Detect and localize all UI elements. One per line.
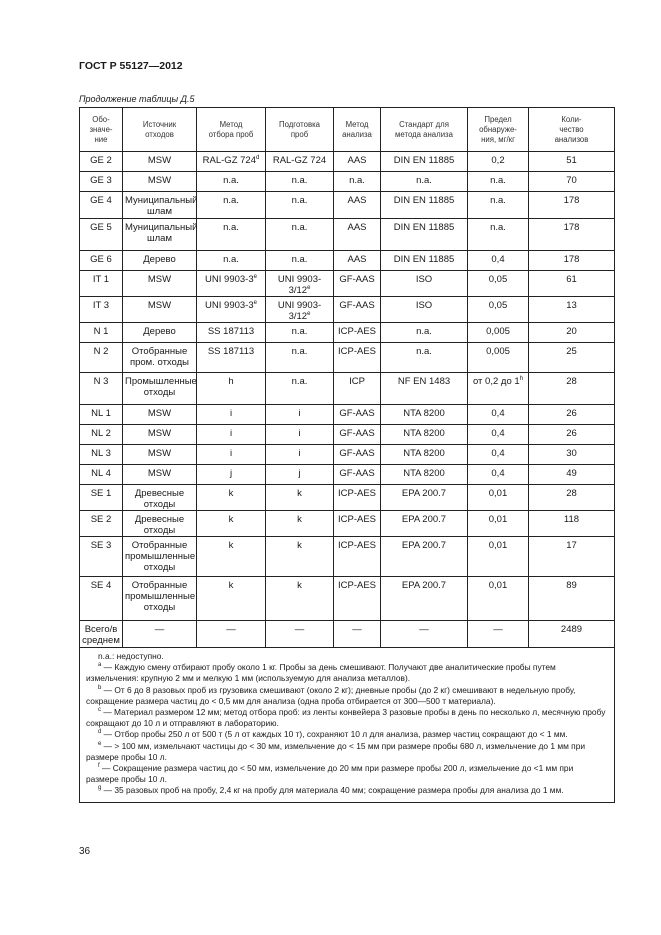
table-row	[80, 323, 615, 343]
cell-code: NL 3	[80, 445, 123, 465]
table-row	[80, 152, 615, 172]
cell-method: ICP-AES	[334, 577, 381, 621]
cell-prep: k	[266, 537, 334, 577]
cell-limit: n.a.	[468, 172, 529, 192]
footnote-text: — От 6 до 8 разовых проб из грузовика смешивают (около 2 кг); дневные пробы (до 2 кг) смешивают в недельную пробу, сокращение размера частиц до < 0,5 мм для анализа (одна проба отбирается от 300—500 т материала).	[86, 684, 576, 706]
footnote-mark: d	[98, 729, 102, 736]
cell-source: Отобранные промышленные отходы	[123, 537, 197, 577]
cell-limit: 0,4	[468, 405, 529, 425]
cell-standard: ISO	[381, 271, 468, 297]
footnote-mark: e	[98, 740, 102, 747]
table-row	[80, 445, 615, 465]
cell-limit: 0,2	[468, 152, 529, 172]
cell-code: IT 3	[80, 297, 123, 323]
table-header-row	[80, 108, 615, 152]
cell-count: 178	[529, 219, 615, 251]
cell-code: N 2	[80, 343, 123, 373]
cell-prep: n.a.	[266, 219, 334, 251]
cell-standard: EPA 200.7	[381, 577, 468, 621]
table-row	[80, 192, 615, 219]
col-header-code: Обо- значе- ние	[80, 108, 123, 152]
cell-source: Муниципальный шлам	[123, 219, 197, 251]
cell-code: NL 4	[80, 465, 123, 485]
cell-sampling: i	[197, 405, 266, 425]
cell-source: Дерево	[123, 251, 197, 271]
table-row	[80, 465, 615, 485]
cell-limit: n.a.	[468, 219, 529, 251]
table-row	[80, 251, 615, 271]
cell-prep: i	[266, 425, 334, 445]
cell-method: ICP-AES	[334, 537, 381, 577]
cell-limit: 0,01	[468, 485, 529, 511]
table-row	[80, 172, 615, 192]
cell-prep: k	[266, 485, 334, 511]
table-row	[80, 271, 615, 297]
cell-count: 20	[529, 323, 615, 343]
table-row	[80, 425, 615, 445]
cell-standard: n.a.	[381, 343, 468, 373]
cell-standard: DIN EN 11885	[381, 192, 468, 219]
cell-prep: n.a.	[266, 172, 334, 192]
cell-code: NL 2	[80, 425, 123, 445]
footnote-mark: f	[98, 763, 100, 770]
cell-limit: 0,4	[468, 465, 529, 485]
cell-prep: i	[266, 405, 334, 425]
cell-prep: k	[266, 577, 334, 621]
cell-source: MSW	[123, 172, 197, 192]
cell-method: GF-AAS	[334, 465, 381, 485]
cell-sampling: k	[197, 511, 266, 537]
cell-method: AAS	[334, 251, 381, 271]
cell-sampling: i	[197, 425, 266, 445]
table-row	[80, 537, 615, 577]
cell-sampling: UNI 9903-3e	[197, 297, 266, 323]
cell-sampling: i	[197, 445, 266, 465]
table-row	[80, 405, 615, 425]
col-header-prep: Подготовка проб	[266, 108, 334, 152]
cell-limit: 0,05	[468, 297, 529, 323]
cell-sampling: SS 187113	[197, 343, 266, 373]
page-number: 36	[79, 846, 91, 857]
cell-prep: n.a.	[266, 343, 334, 373]
cell-limit: 0,01	[468, 537, 529, 577]
cell-method: ICP-AES	[334, 511, 381, 537]
cell-method: ICP-AES	[334, 323, 381, 343]
cell-method: —	[334, 621, 381, 648]
table-row	[80, 373, 615, 405]
footnote-mark: e	[307, 310, 311, 317]
col-header-source: Источник отходов	[123, 108, 197, 152]
table-row	[80, 485, 615, 511]
cell-standard: EPA 200.7	[381, 537, 468, 577]
col-header-count: Коли- чество анализов	[529, 108, 615, 152]
cell-source: Муниципальный шлам	[123, 192, 197, 219]
footnote-text: — Сокращение размера частиц до < 50 мм, измельчение до 20 мм при размере пробы 200 л, измельчение до <1 мм при размере пробы 10 л.	[86, 763, 574, 785]
cell-limit: 0,005	[468, 343, 529, 373]
cell-limit: 0,4	[468, 251, 529, 271]
cell-code: GE 5	[80, 219, 123, 251]
cell-prep: n.a.	[266, 373, 334, 405]
cell-source: Древесные отходы	[123, 485, 197, 511]
cell-limit: 0,4	[468, 445, 529, 465]
cell-prep: —	[266, 621, 334, 648]
table-row	[80, 297, 615, 323]
footnote-mark: e	[253, 273, 257, 280]
cell-prep: UNI 9903-3/12e	[266, 271, 334, 297]
cell-source: —	[123, 621, 197, 648]
cell-count: 89	[529, 577, 615, 621]
data-table	[79, 107, 615, 803]
cell-count: 28	[529, 485, 615, 511]
table-row	[80, 343, 615, 373]
cell-method: GF-AAS	[334, 405, 381, 425]
cell-count: 25	[529, 343, 615, 373]
cell-sampling: n.a.	[197, 192, 266, 219]
cell-method: GF-AAS	[334, 445, 381, 465]
cell-standard: n.a.	[381, 172, 468, 192]
cell-code: SE 3	[80, 537, 123, 577]
footnote	[86, 707, 608, 729]
table-notes	[80, 648, 615, 803]
cell-count: 178	[529, 192, 615, 219]
cell-source: Древесные отходы	[123, 511, 197, 537]
table-body	[80, 152, 615, 648]
col-header-sampling: Метод отбора проб	[197, 108, 266, 152]
cell-count: 30	[529, 445, 615, 465]
footnote-text: — Отбор пробы 250 л от 500 т (5 л от каждых 10 т), сохраняют 10 л для анализа, размер частиц сокращают до < 1 мм.	[101, 729, 568, 740]
cell-code: SE 4	[80, 577, 123, 621]
cell-standard: NF EN 1483	[381, 373, 468, 405]
cell-sampling: UNI 9903-3e	[197, 271, 266, 297]
cell-sampling: k	[197, 537, 266, 577]
cell-method: GF-AAS	[334, 297, 381, 323]
cell-prep: j	[266, 465, 334, 485]
cell-sampling: —	[197, 621, 266, 648]
cell-count: 28	[529, 373, 615, 405]
cell-limit: —	[468, 621, 529, 648]
col-header-standard: Стандарт для метода анализа	[381, 108, 468, 152]
cell-sampling: h	[197, 373, 266, 405]
cell-source: MSW	[123, 152, 197, 172]
cell-sampling: k	[197, 577, 266, 621]
cell-source: MSW	[123, 297, 197, 323]
cell-standard: DIN EN 11885	[381, 251, 468, 271]
cell-source: Промышленные отходы	[123, 373, 197, 405]
footnote-mark: h	[519, 375, 523, 382]
table-row	[80, 511, 615, 537]
cell-method: AAS	[334, 152, 381, 172]
footnote-mark: c	[98, 707, 101, 714]
table-row	[80, 577, 615, 621]
footnote-mark: b	[98, 684, 102, 691]
footnote-mark: g	[98, 785, 102, 792]
cell-source: MSW	[123, 405, 197, 425]
table-caption: Продолжение таблицы Д.5	[79, 94, 195, 104]
cell-sampling: n.a.	[197, 219, 266, 251]
cell-count: 61	[529, 271, 615, 297]
cell-sampling: SS 187113	[197, 323, 266, 343]
cell-method: GF-AAS	[334, 271, 381, 297]
cell-standard: NTA 8200	[381, 465, 468, 485]
cell-code: N 1	[80, 323, 123, 343]
cell-code: NL 1	[80, 405, 123, 425]
footnote	[86, 763, 608, 785]
cell-code: GE 2	[80, 152, 123, 172]
cell-sampling: n.a.	[197, 172, 266, 192]
cell-source: Отобранные пром. отходы	[123, 343, 197, 373]
cell-standard: NTA 8200	[381, 405, 468, 425]
footnote-mark: a	[98, 662, 102, 669]
cell-code: N 3	[80, 373, 123, 405]
cell-prep: i	[266, 445, 334, 465]
footnote	[86, 729, 608, 740]
cell-prep: k	[266, 511, 334, 537]
cell-method: ICP-AES	[334, 485, 381, 511]
cell-limit: 0,005	[468, 323, 529, 343]
cell-count: 118	[529, 511, 615, 537]
cell-count: 26	[529, 425, 615, 445]
footnote	[86, 785, 608, 796]
cell-limit: 0,4	[468, 425, 529, 445]
footnote-text: — Каждую смену отбирают пробу около 1 кг. Пробы за день смешивают. Получают две аналитические пробы путем измельчения: крупную 2 мм и мелкую 1 мм (используемую для анализа металлов).	[86, 662, 556, 684]
cell-sampling: k	[197, 485, 266, 511]
cell-standard: DIN EN 11885	[381, 152, 468, 172]
cell-sampling: j	[197, 465, 266, 485]
footnote	[86, 662, 608, 684]
footnote	[86, 741, 608, 763]
cell-prep: n.a.	[266, 251, 334, 271]
cell-source: MSW	[123, 465, 197, 485]
cell-count: 49	[529, 465, 615, 485]
cell-standard: ISO	[381, 297, 468, 323]
footnote-text: n.a.: недоступно.	[98, 651, 164, 661]
cell-code: Всего/в среднем	[80, 621, 123, 648]
cell-method: ICP-AES	[334, 343, 381, 373]
cell-code: GE 4	[80, 192, 123, 219]
footnote-text: — > 100 мм, измельчают частицы до < 30 мм, измельчение до < 15 мм при размере пробы 680 л, измельчение до 1 мм при размере пробы 10 л.	[86, 740, 586, 762]
cell-code: GE 3	[80, 172, 123, 192]
cell-prep: RAL-GZ 724	[266, 152, 334, 172]
cell-code: GE 6	[80, 251, 123, 271]
footnote-text: — Материал размером 12 мм; метод отбора проб: из ленты конвейера 3 разовые пробы в день по несколько л, месячную пробу сокращают до 10 л и отправляют в лабораторию.	[86, 707, 606, 729]
cell-count: 2489	[529, 621, 615, 648]
cell-method: AAS	[334, 219, 381, 251]
cell-count: 13	[529, 297, 615, 323]
cell-limit: 0,01	[468, 511, 529, 537]
col-header-limit: Предел обнаруже- ния, мг/кг	[468, 108, 529, 152]
cell-method: GF-AAS	[334, 425, 381, 445]
cell-source: MSW	[123, 425, 197, 445]
cell-limit: от 0,2 до 1$^h$	[468, 373, 529, 405]
footnote-mark: e	[307, 284, 311, 291]
cell-code: IT 1	[80, 271, 123, 297]
cell-standard: DIN EN 11885	[381, 219, 468, 251]
cell-standard: n.a.	[381, 323, 468, 343]
cell-limit: 0,05	[468, 271, 529, 297]
cell-count: 51	[529, 152, 615, 172]
cell-source: MSW	[123, 445, 197, 465]
cell-code: SE 1	[80, 485, 123, 511]
footnote-mark: d	[255, 154, 260, 161]
cell-source: Дерево	[123, 323, 197, 343]
footnote	[86, 651, 608, 662]
cell-count: 70	[529, 172, 615, 192]
cell-source: MSW	[123, 271, 197, 297]
cell-prep: n.a.	[266, 323, 334, 343]
table-row	[80, 621, 615, 648]
cell-sampling: n.a.	[197, 251, 266, 271]
cell-limit: n.a.	[468, 192, 529, 219]
cell-method: AAS	[334, 192, 381, 219]
cell-code: SE 2	[80, 511, 123, 537]
table-row	[80, 219, 615, 251]
cell-standard: —	[381, 621, 468, 648]
cell-count: 17	[529, 537, 615, 577]
cell-method: ICP	[334, 373, 381, 405]
footnote-mark: e	[253, 299, 257, 306]
footnote-text: — 35 разовых проб на пробу, 2,4 кг на пробу для материала 40 мм; сокращение размера пробы для анализа до 1 мм.	[101, 785, 564, 796]
cell-source: Отобранные промышленные отходы	[123, 577, 197, 621]
cell-prep: n.a.	[266, 192, 334, 219]
document-header: ГОСТ Р 55127—2012	[79, 60, 183, 72]
col-header-method: Метод анализа	[334, 108, 381, 152]
cell-standard: EPA 200.7	[381, 485, 468, 511]
cell-prep: UNI 9903-3/12e	[266, 297, 334, 323]
cell-standard: NTA 8200	[381, 445, 468, 465]
cell-method: n.a.	[334, 172, 381, 192]
footnote	[86, 685, 608, 707]
cell-count: 26	[529, 405, 615, 425]
cell-limit: 0,01	[468, 577, 529, 621]
cell-standard: NTA 8200	[381, 425, 468, 445]
cell-sampling: RAL-GZ 724$^d$	[197, 152, 266, 172]
notes-row	[80, 648, 615, 803]
cell-count: 178	[529, 251, 615, 271]
cell-standard: EPA 200.7	[381, 511, 468, 537]
